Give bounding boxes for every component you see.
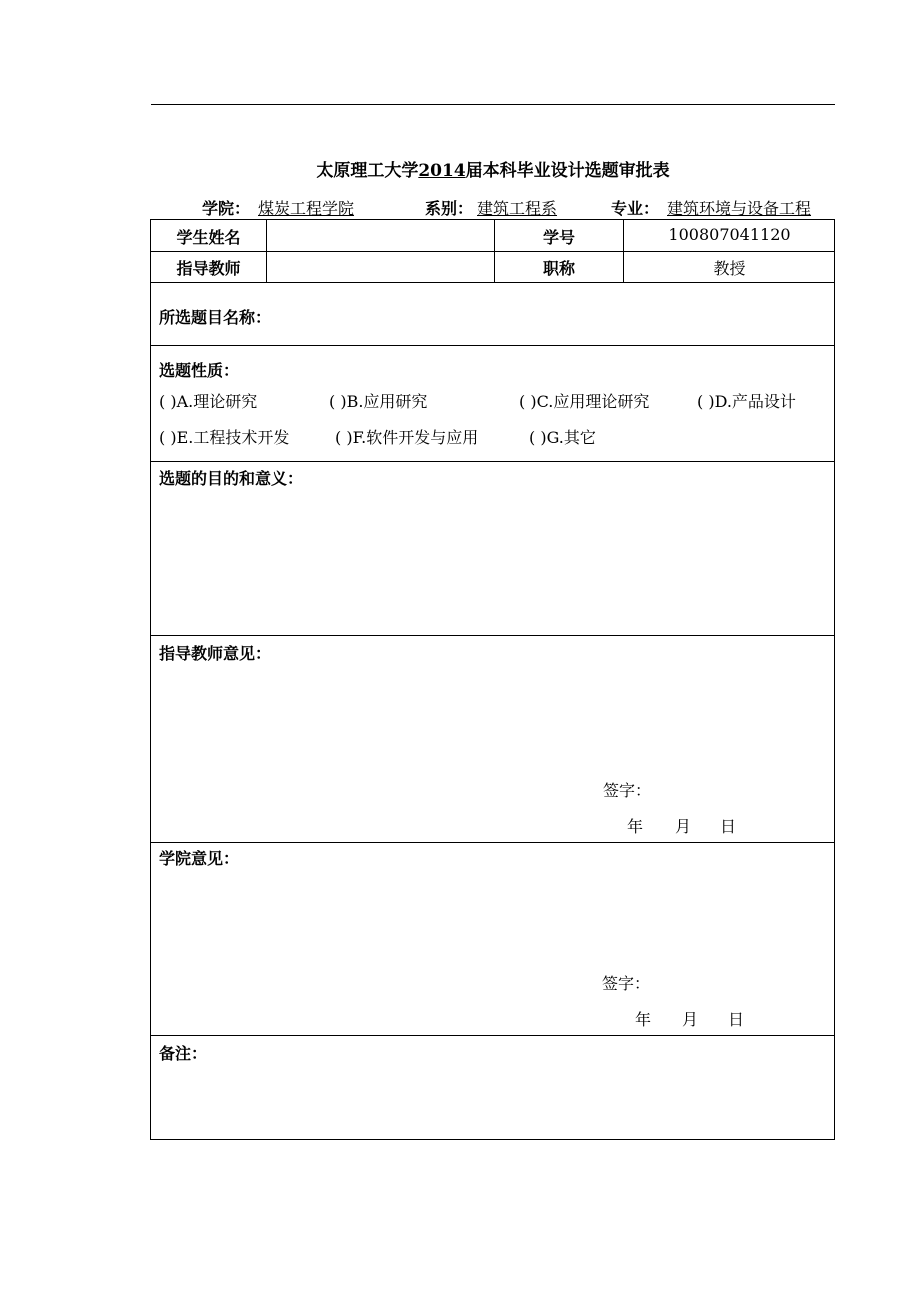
title-year: 2014: [418, 161, 466, 181]
row-divider: [151, 251, 834, 252]
college-month-label: 月: [682, 1010, 699, 1029]
col-divider: [266, 220, 267, 282]
option-e[interactable]: ( )E.工程技术开发: [159, 428, 290, 447]
option-d[interactable]: ( )D.产品设计: [697, 392, 796, 411]
college-year-label: 年: [635, 1010, 652, 1029]
dept-label: 系别：: [425, 199, 474, 218]
topic-nature-label: 选题性质：: [159, 361, 240, 380]
remarks-label: 备注：: [159, 1044, 208, 1063]
title-rank-label: 职称: [542, 259, 575, 278]
option-a[interactable]: ( )A.理论研究: [159, 392, 258, 411]
major-label: 专业：: [611, 199, 660, 218]
student-name-label: 学生姓名: [176, 228, 241, 247]
info-row: [151, 196, 835, 218]
header-rule: [151, 104, 835, 105]
title-suffix: 届本科毕业设计选题审批表: [465, 161, 670, 181]
advisor-label: 指导教师: [176, 259, 241, 278]
college-label: 学院：: [202, 199, 251, 218]
option-g[interactable]: ( )G.其它: [529, 428, 596, 447]
row-divider: [151, 842, 834, 843]
advisor-sign-label: 签字：: [603, 781, 652, 800]
option-b[interactable]: ( )B.应用研究: [329, 392, 428, 411]
title-prefix: 太原理工大学: [316, 161, 419, 181]
approval-form-table: [150, 219, 835, 1140]
advisor-opinion-label: 指导教师意见：: [159, 644, 272, 663]
form-title: [151, 156, 835, 181]
row-divider: [151, 345, 834, 346]
row-divider: [151, 461, 834, 462]
purpose-label: 选题的目的和意义：: [159, 469, 304, 488]
option-f[interactable]: ( )F.软件开发与应用: [335, 428, 479, 447]
row-divider: [151, 282, 834, 283]
option-c[interactable]: ( )C.应用理论研究: [519, 392, 650, 411]
row-divider: [151, 635, 834, 636]
advisor-day-label: 日: [720, 817, 737, 836]
student-id-field[interactable]: 100807041120: [668, 225, 791, 244]
college-day-label: 日: [728, 1010, 745, 1029]
title-rank-field[interactable]: 教授: [713, 259, 746, 278]
advisor-year-label: 年: [627, 817, 644, 836]
college-value[interactable]: 煤炭工程学院: [258, 199, 355, 218]
college-sign-label: 签字：: [602, 974, 651, 993]
topic-name-label: 所选题目名称：: [159, 308, 272, 327]
advisor-month-label: 月: [675, 817, 692, 836]
row-divider: [151, 1035, 834, 1036]
student-id-label: 学号: [542, 228, 575, 247]
dept-value[interactable]: 建筑工程系: [477, 199, 558, 218]
college-opinion-label: 学院意见：: [159, 849, 240, 868]
major-value[interactable]: 建筑环境与设备工程: [667, 199, 812, 218]
